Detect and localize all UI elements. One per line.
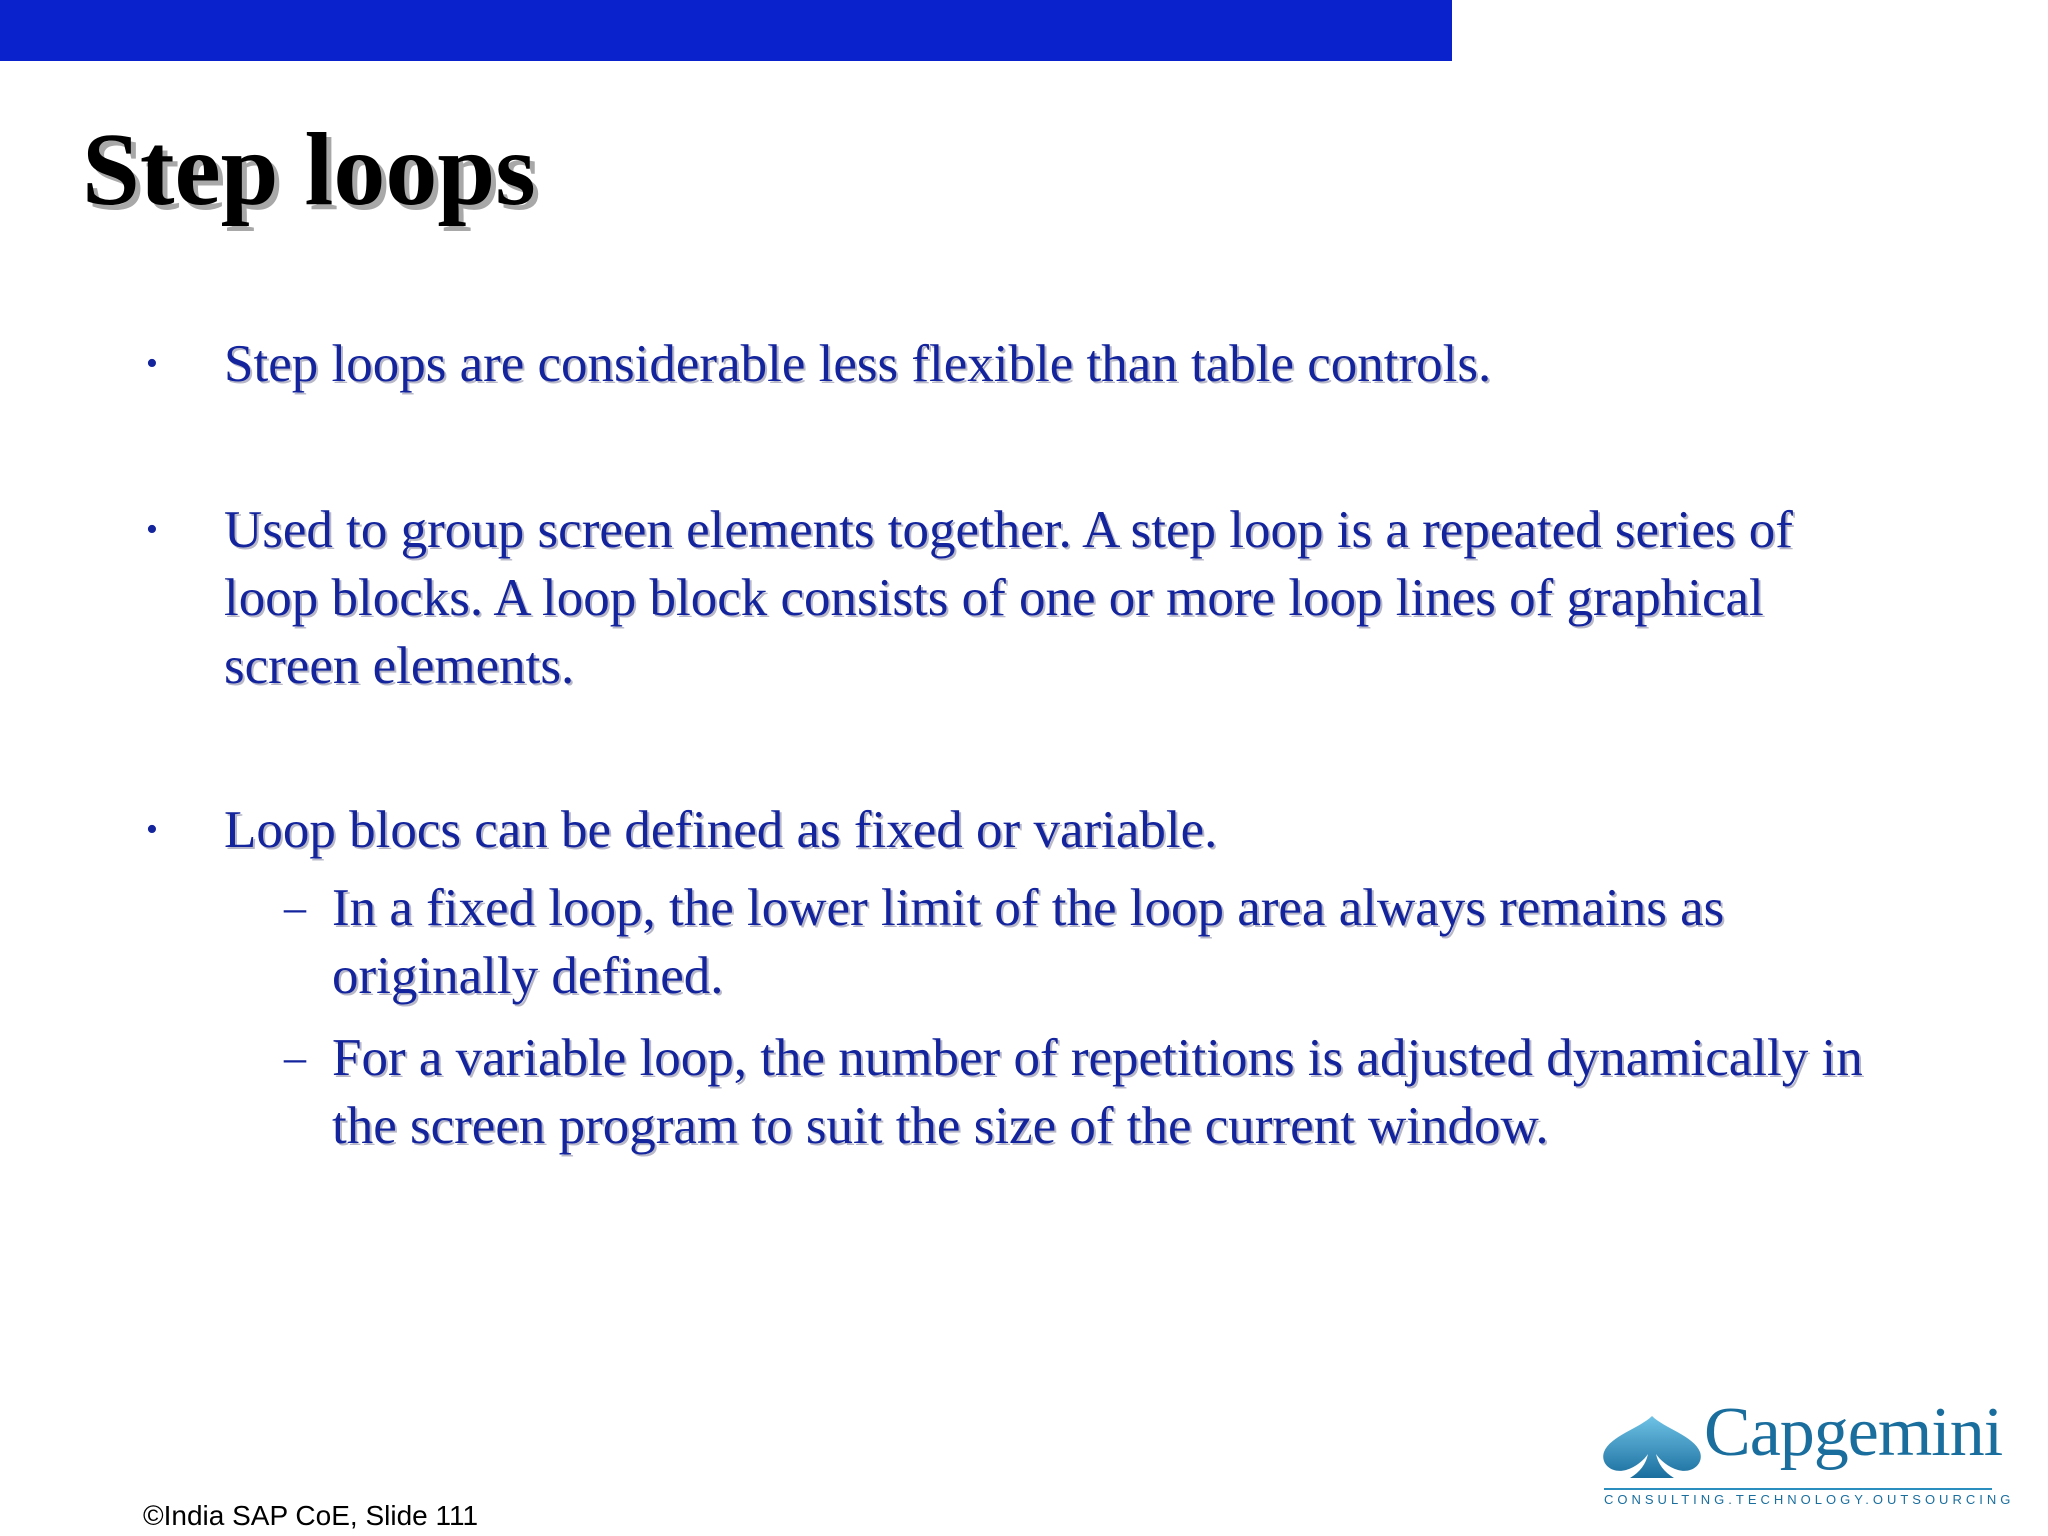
- bullet-list: [140, 330, 1900, 1160]
- logo-tagline: CONSULTING.TECHNOLOGY.OUTSOURCING: [1604, 1488, 1992, 1507]
- bullet-mark: •: [146, 345, 158, 382]
- bullet-item: [140, 496, 1900, 700]
- bullet-mark: •: [146, 811, 158, 848]
- dash-mark: –: [284, 1033, 306, 1082]
- dash-mark: –: [284, 883, 306, 932]
- bullet-text: Used to group screen elements together. A step loop is a repeated series of loop blocks. A loop block consists of one or more loop lines of graphical screen elements.: [224, 501, 1793, 695]
- sub-bullet-text: For a variable loop, the number of repetitions is adjusted dynamically in the screen program to suit the size of the current window.: [332, 1029, 1863, 1155]
- slide-footer: ©India SAP CoE, Slide 111: [143, 1500, 479, 1531]
- bullet-item: [140, 330, 1900, 398]
- bullet-text: Step loops are considerable less flexible than table controls.: [224, 335, 1492, 393]
- sub-bullet-item: [244, 1024, 1900, 1160]
- capgemini-logo: [1600, 1394, 2015, 1507]
- spade-logo-icon: [1600, 1414, 1704, 1480]
- sub-bullet-text: In a fixed loop, the lower limit of the loop area always remains as originally defined.: [332, 879, 1725, 1005]
- bullet-item: [140, 796, 1900, 864]
- slide-title: Step loops: [82, 112, 536, 227]
- sub-bullet-item: [244, 874, 1900, 1010]
- top-accent-bar: [0, 0, 1452, 61]
- bullet-mark: •: [146, 511, 158, 548]
- logo-brand-text: Capgemini: [1704, 1394, 2003, 1471]
- bullet-text: Loop blocs can be defined as fixed or variable.: [224, 801, 1218, 859]
